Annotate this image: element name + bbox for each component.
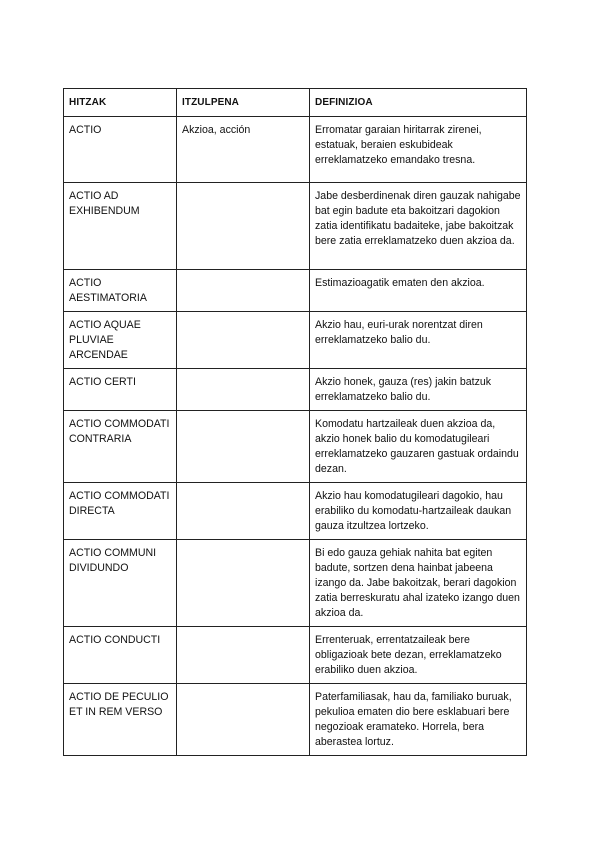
definition-cell: Komodatu hartzaileak duen akzioa da, akzio honek balio du komodatugileari erreklamatzeko gauzaren gastuak ordaindu dezan.: [310, 411, 527, 483]
translation-cell: [177, 627, 310, 684]
term-cell: ACTIO DE PECULIO ET IN REM VERSO: [64, 684, 177, 756]
definition-cell: Estimazioagatik ematen den akzioa.: [310, 270, 527, 312]
table-row: [64, 684, 527, 756]
term-cell: ACTIO: [64, 117, 177, 183]
header-row: [64, 89, 527, 117]
header-terms: HITZAK: [64, 89, 177, 117]
table-row: [64, 540, 527, 627]
translation-cell: [177, 540, 310, 627]
term-cell: ACTIO AQUAE PLUVIAE ARCENDAE: [64, 312, 177, 369]
term-cell: ACTIO CONDUCTI: [64, 627, 177, 684]
term-cell: ACTIO COMMUNI DIVIDUNDO: [64, 540, 177, 627]
translation-cell: [177, 411, 310, 483]
definition-cell: Jabe desberdinenak diren gauzak nahigabe bat egin badute eta bakoitzari dagokion zatia identifikatu badaiteke, jabe bakoitzak bere zatia erreklamatzeko duen akzioa da.: [310, 183, 527, 270]
translation-cell: [177, 369, 310, 411]
translation-cell: [177, 312, 310, 369]
definition-cell: Paterfamiliasak, hau da, familiako buruak, pekulioa ematen dio bere esklabuari bere negozioak eramateko. Horrela, bera aberastea lortuz.: [310, 684, 527, 756]
table-row: [64, 483, 527, 540]
term-cell: ACTIO COMMODATI DIRECTA: [64, 483, 177, 540]
translation-cell: [177, 183, 310, 270]
definition-cell: Errenteruak, errentatzaileak bere obligazioak bete dezan, erreklamatzeko erabiliko duen akzioa.: [310, 627, 527, 684]
definition-cell: Erromatar garaian hiritarrak zirenei, estatuak, beraien eskubideak erreklamatzeko emandako tresna.: [310, 117, 527, 183]
translation-cell: [177, 270, 310, 312]
table-row: [64, 270, 527, 312]
translation-cell: Akzioa, acción: [177, 117, 310, 183]
term-cell: ACTIO AESTIMATORIA: [64, 270, 177, 312]
table-row: [64, 369, 527, 411]
translation-cell: [177, 483, 310, 540]
table-row: [64, 183, 527, 270]
definition-cell: Bi edo gauza gehiak nahita bat egiten badute, sortzen dena hainbat jabeena izango da. Jabe bakoitzak, berari dagokion zatia berreskuratu ahal izateko izango duen akzioa da.: [310, 540, 527, 627]
table-row: [64, 117, 527, 183]
header-translation: ITZULPENA: [177, 89, 310, 117]
term-cell: ACTIO AD EXHIBENDUM: [64, 183, 177, 270]
definition-cell: Akzio hau komodatugileari dagokio, hau erabiliko du komodatu-hartzaileak daukan gauza itzultzea lortzeko.: [310, 483, 527, 540]
term-cell: ACTIO CERTI: [64, 369, 177, 411]
table-row: [64, 312, 527, 369]
glossary-table: [63, 88, 527, 756]
table-row: [64, 627, 527, 684]
header-definition: DEFINIZIOA: [310, 89, 527, 117]
definition-cell: Akzio hau, euri-urak norentzat diren erreklamatzeko balio du.: [310, 312, 527, 369]
term-cell: ACTIO COMMODATI CONTRARIA: [64, 411, 177, 483]
table-row: [64, 411, 527, 483]
definition-cell: Akzio honek, gauza (res) jakin batzuk erreklamatzeko balio du.: [310, 369, 527, 411]
translation-cell: [177, 684, 310, 756]
